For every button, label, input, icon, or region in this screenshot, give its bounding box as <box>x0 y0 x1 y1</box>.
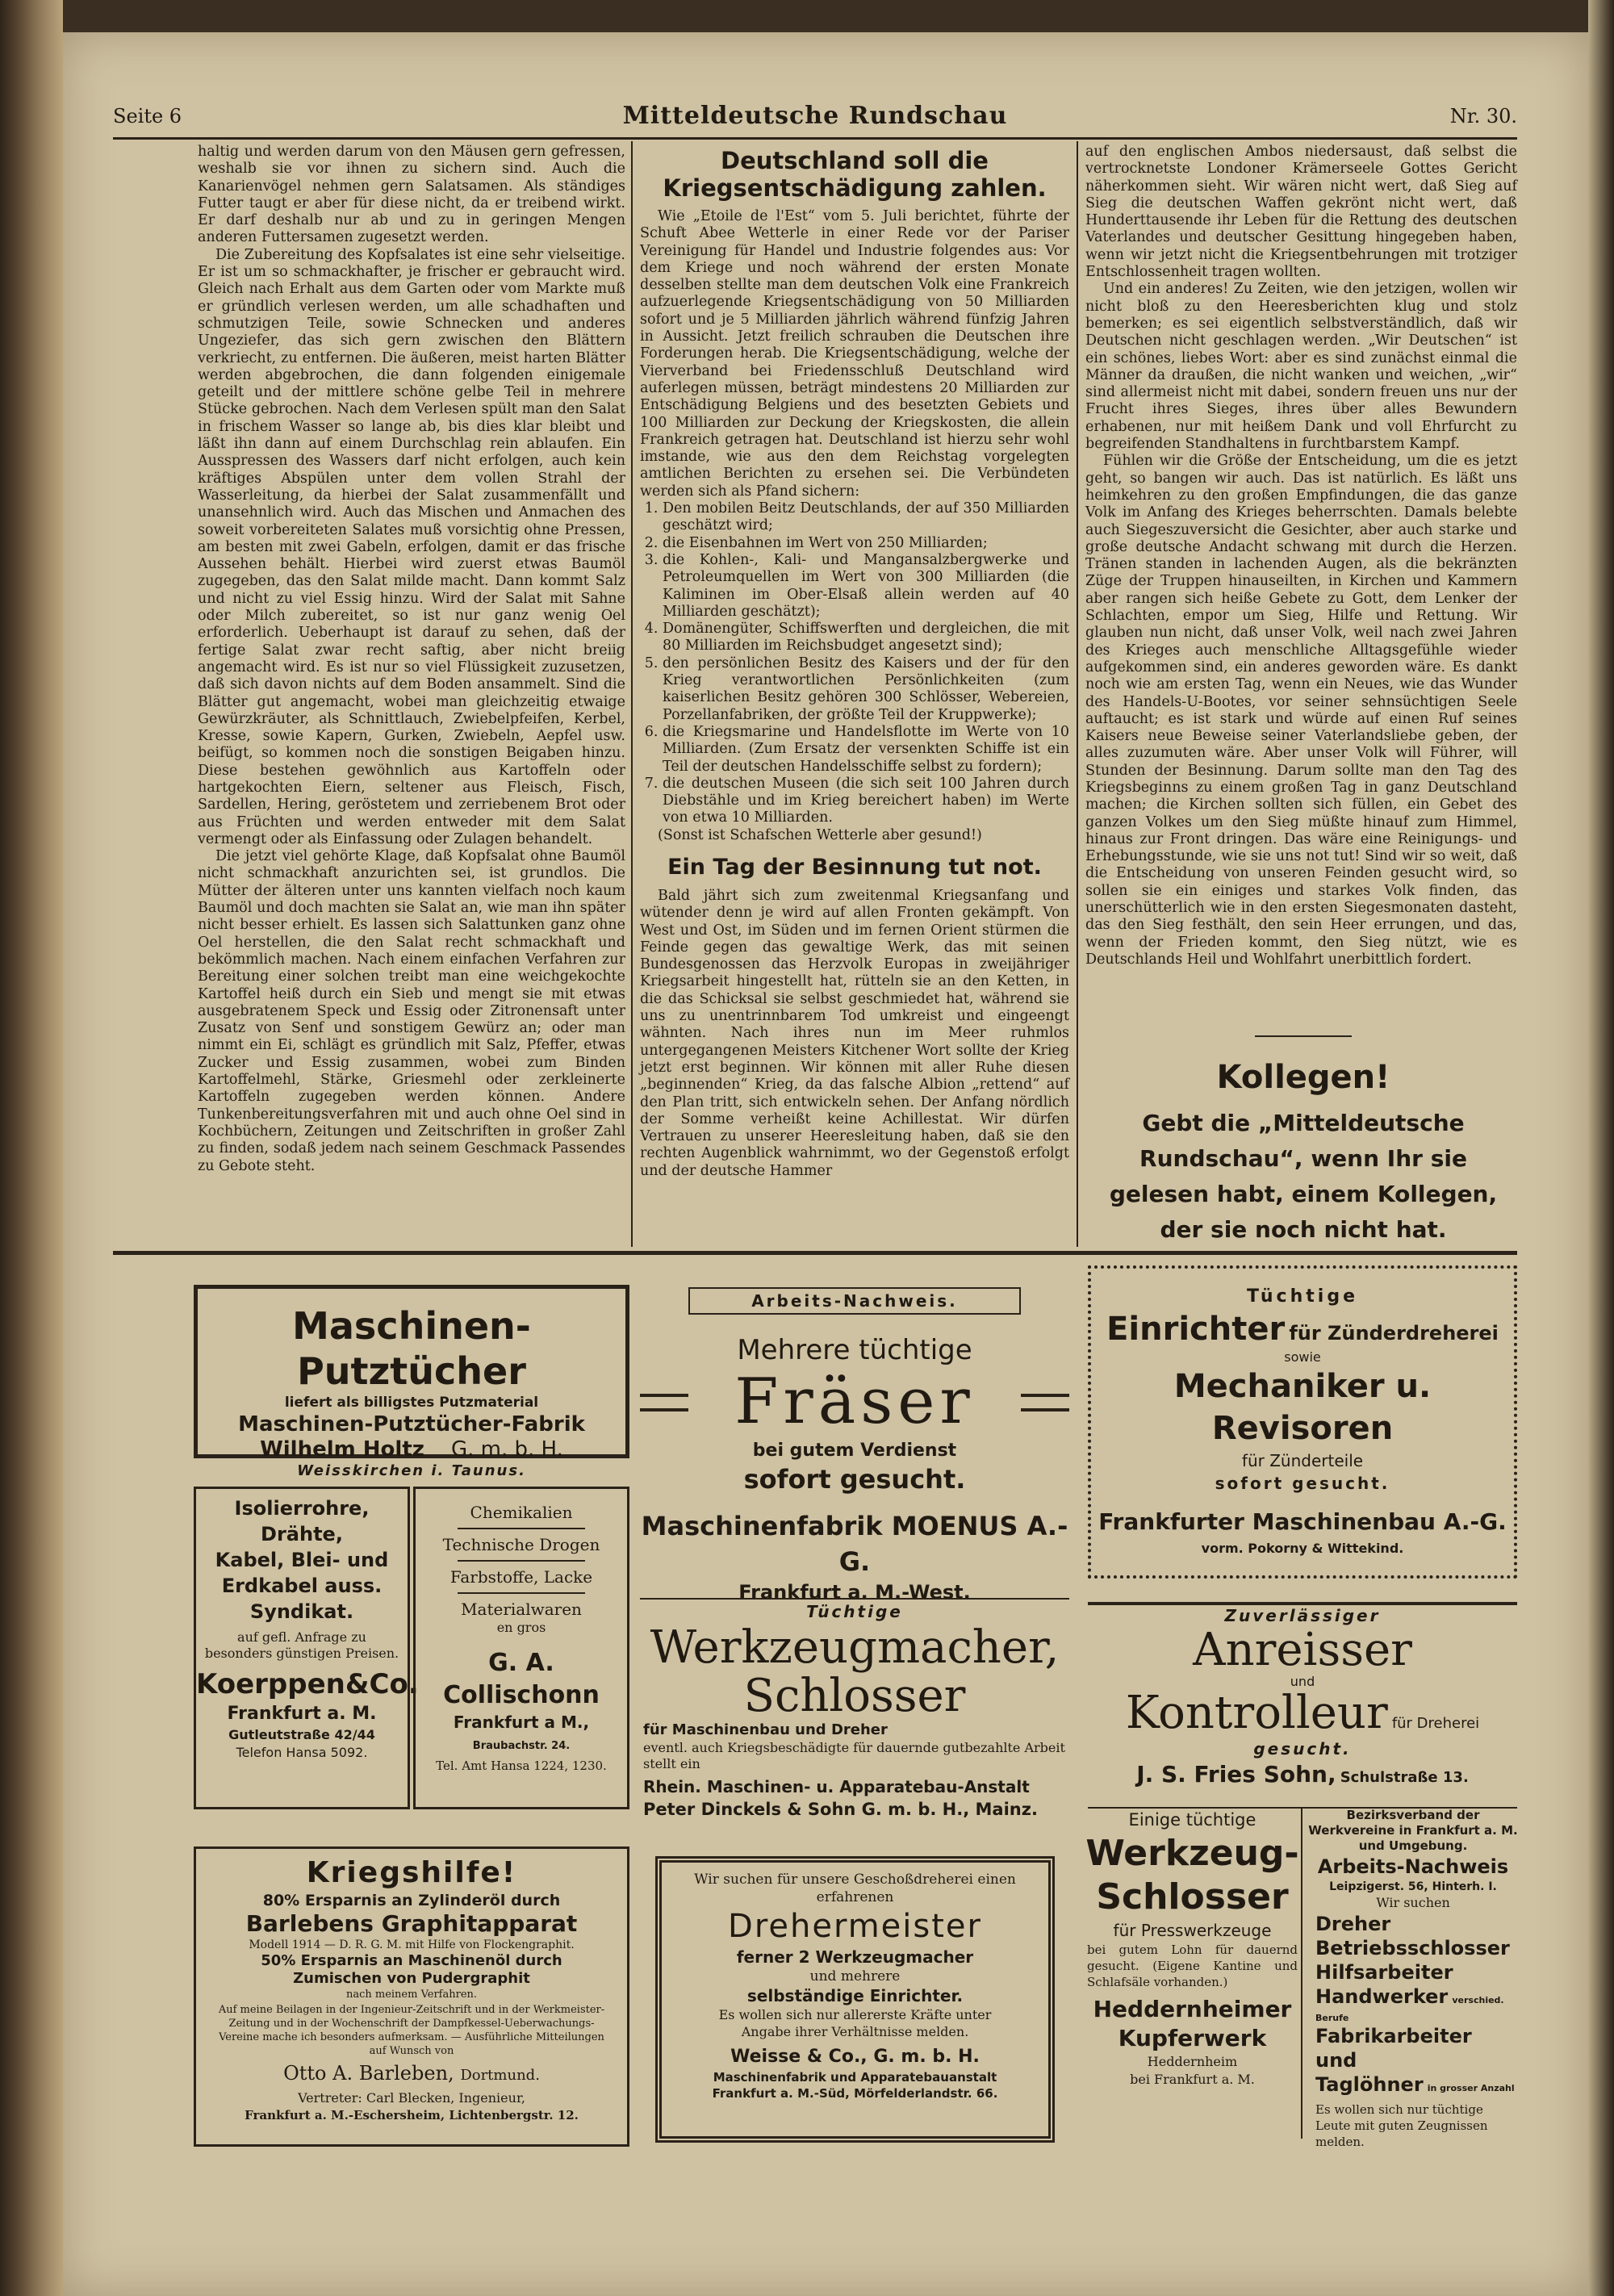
ad-phone: Tel. Amt Hansa 1224, 1230. <box>436 1759 607 1773</box>
ad-line: für Zünderteile <box>1241 1451 1364 1470</box>
kollegen-text: Gebt die „Mitteldeutsche Rundschau“, wenn Ihr sie gelesen habt, einem Kollegen, der sie noch nicht hat. <box>1109 1110 1498 1243</box>
ad-line: Technische Drogen <box>442 1535 600 1554</box>
ad-dinckels <box>640 1598 1069 1842</box>
ad-line: Wir suchen für unsere Geschoßdreherei einen erfahrenen <box>694 1872 1016 1905</box>
ad-street: Gutleutstraße 42/44 <box>228 1727 375 1742</box>
ad-owner: Wilhelm Holtz <box>260 1437 424 1462</box>
ad-title: Arbeits-Nachweis <box>1317 1855 1509 1878</box>
page-edge <box>1588 0 1614 2296</box>
ad-kriegshilfe <box>194 1846 629 2147</box>
ad-line: sofort gesucht. <box>1215 1474 1390 1493</box>
ad-line: Wir suchen <box>1376 1895 1450 1910</box>
ad-title: Mechaniker u. Revisoren <box>1173 1368 1432 1447</box>
article-column-3 <box>1085 144 1517 1027</box>
ad-line: bei gutem Lohn für dauernd gesucht. (Eigene Kantine und Schlafsäle vorhanden.) <box>1087 1943 1298 1989</box>
paragraph: Fühlen wir die Größe der Entscheidung, um die es jetzt geht, so bangen wir auch. Das ist natürlich. Es läßt uns heimkehren zu den großen Empfindungen, die das ganze Volk im Anfang des Krieges beherrschten. Damals belebte auch Siegeszuversicht die Gesichter, aber auch starke und große deutsche Andacht schwang mit durch die Herzen. Tränen standen in lachenden Augen, als die bekränzten Züge der Truppen hinauseilten, in Kirchen und Kammern aber rangen sich heiße Gebete zu Gott, dem Lenker der Schlachten, empor um Sieg, Hilfe und Rettung. Wir glauben nun nicht, daß unser Volk, weil nach zwei Jahren des Krieges auch menschliche Alltagsgefühle wieder aufgekommen sind, ein anderes geworden wäre. Es dankt noch wie am ersten Tag, wenn ein Neues, wie das Wunder des Handels-U-Bootes, vor seiner sehnsüchtigen Seele auftaucht; es ist stark und würde auf einen Ruf seines Kaisers neue Beweise seiner Vaterlandsliebe geben, der alles zuzumuten wäre. Aber unser Volk will Führer, will Stunden der Besinnung. Darum sollte man den Tag des Kriegsbeginns zu einem großen Tag in ganz Deutschland machen; die Kirchen sollten sich füllen, ein Gebet des ganzen Volkes um den Sieg müßte hinauf zum Himmel, hinaus zur Front dringen. Das wäre eine Reinigungs- und Erhebungsstunde, wie sie uns not tut! Sind wir so weit, daß die Entscheidung von unseren Feinden gesucht wird, so sollen sie ein einiges und starkes Volk finden, das unerschütterlich wie in den ersten Siegesmonaten dasteht, das den Sieg festhält, den sein Heer errungen, und das, wenn der Frieden kommt, den Sieg nützt, wie es Deutschlands Heil und Wohlfahrt unerbittlich fordert. <box>1085 453 1517 968</box>
job-title: Dreher <box>1315 1913 1391 1935</box>
headline-war-reparations: Deutschland soll die Kriegsentschädigung zahlen. <box>663 147 1047 202</box>
list-item: 6. die Kriegsmarine und Handelsflotte im Werte von 10 Milliarden. (Zum Ersatz der versenkten Schiffe ist ein Teil der deutschen Handelsschiffe selbst zu fordern); <box>663 724 1069 776</box>
ad-line: ferner 2 Werkzeugmacher <box>736 1947 974 1967</box>
ad-line: Modell 1914 — D. R. G. M. mit Hilfe von Flockengraphit. <box>249 1938 575 1951</box>
ad-line: Materialwaren <box>461 1600 582 1619</box>
ad-title: Fräser <box>734 1365 975 1438</box>
ad-line: Barlebens Graphitapparat <box>245 1910 578 1937</box>
ad-form: G. m. b. H. <box>450 1437 563 1462</box>
ad-line: Auf meine Beilagen in der Ingenieur-Zeitschrift und in der Werkmeister-Zeitung und in der Wochenschrift der Dampfkessel-Ueberwachungs-Vereine mache ich besonders aufmerksam. — Ausführliche Mitteilungen auf Wunsch von <box>218 2004 605 2057</box>
ad-line: Chemikalien <box>470 1503 573 1522</box>
ads-rule <box>113 1251 1517 1255</box>
ad-moenus <box>640 1287 1069 1610</box>
ad-line: für Dreherei <box>1391 1715 1480 1732</box>
header-rule <box>113 137 1517 140</box>
ad-line: bei gutem Verdienst <box>752 1441 957 1461</box>
page-header <box>113 102 1517 137</box>
paragraph: Wie „Etoile de l'Est“ vom 5. Juli berichtet, führte der Schuft Abee Wetterle in einer Rede vor der Pariser Vereinigung für Handel und Industrie folgendes aus: Vor dem Kriege und noch während der ersten Monate desselben stellte man dem deutschen Volk eine Frankreich aufzuerlegende Kriegsentschädigung von 50 Milliarden sofort und je 5 Milliarden jährlich während fünfzig Jahren in Aussicht. Jetzt freilich schrauben die Deutschen ihre Forderungen herab. Die Kriegsentschädigung, welche der Vierverband bei Friedensschluß Deutschland wird auferlegen müssen, beträgt mindestens 20 Milliarden zur Entschädigung Belgiens und des besetzten Gebiets und 100 Milliarden zur Deckung der Kriegskosten, die allein Frankreich getragen hat. Deutschland ist hierzu sehr wohl imstande, wie aus den dem Reichstag vorgelegten amtlichen Berichten zu ersehen sei. Die Verbündeten werden sich als Pfand sichern: <box>640 208 1069 500</box>
ad-line: für Presswerkzeuge <box>1113 1921 1272 1940</box>
ad-line: en gros <box>496 1620 546 1635</box>
ad-line: eventl. auch Kriegsbeschädigte für dauernde gutbezahlte Arbeit stellt ein <box>643 1740 1065 1771</box>
kollegen-title: Kollegen! <box>1216 1059 1390 1096</box>
job-note: verschied. Berufe <box>1315 1995 1504 2023</box>
ad-title: Drehermeister <box>728 1908 982 1945</box>
ad-title: Schlosser <box>1096 1876 1289 1918</box>
ad-line: gesucht. <box>1253 1739 1352 1759</box>
ad-line: Tüchtige <box>1246 1286 1358 1307</box>
ad-line: Bezirksverband der Werkvereine in Frankfurt a. M. und Umgebung. <box>1308 1808 1518 1853</box>
ad-line: Isolierrohre, Drähte, <box>234 1497 370 1545</box>
ad-city: Frankfurt a M., <box>453 1713 590 1732</box>
ad-firm: Weisse & Co., G. m. b. H. <box>730 2047 980 2067</box>
ad-firm: Koerppen&Co. <box>196 1668 419 1700</box>
article-salad <box>198 144 625 1243</box>
ad-collischonn <box>413 1487 629 1809</box>
ad-line: Heddernheim <box>1147 2054 1238 2069</box>
ad-city: Dortmund. <box>460 2067 540 2084</box>
ad-firm: Maschinenfabrik MOENUS A.-G. <box>641 1511 1068 1577</box>
ad-fries <box>1088 1602 1517 1809</box>
ad-heddernheim <box>1085 1808 1299 2139</box>
ad-firm: J. S. Fries Sohn, <box>1136 1761 1336 1788</box>
ad-title: Werkzeugmacher, <box>650 1621 1060 1674</box>
ad-frankfurter-maschinenbau <box>1088 1265 1517 1579</box>
ad-title: Maschinen-Putztücher <box>292 1304 531 1393</box>
ad-firm: G. A. Collischonn <box>443 1649 600 1709</box>
ad-address: Schulstraße 13. <box>1340 1769 1469 1786</box>
ad-phone: Telefon Hansa 5092. <box>236 1745 368 1760</box>
ad-city: Frankfurt a. M. <box>227 1704 377 1724</box>
list-item: 1. Den mobilen Beitz Deutschlands, der auf 350 Milliarden geschätzt wird; <box>663 500 1069 535</box>
ad-firm: Peter Dinckels & Sohn G. m. b. H., Mainz. <box>643 1800 1038 1819</box>
book-binding <box>0 0 63 2296</box>
article-column-2 <box>640 144 1069 1243</box>
ad-firm: Heddernheimer <box>1093 1996 1292 2022</box>
ad-line: Maschinenfabrik und Apparatebauanstalt <box>713 2070 997 2085</box>
ad-line: auf gefl. Anfrage zu besonders günstigen Preisen. <box>204 1629 399 1661</box>
ad-line: 80% Ersparnis an Zylinderöl durch <box>262 1892 561 1909</box>
ad-line: Mehrere tüchtige <box>737 1334 972 1366</box>
ad-line: nach meinem Verfahren. <box>345 1989 478 2001</box>
page-number: Seite 6 <box>113 105 182 128</box>
ad-firm: Otto A. Barleben, <box>283 2062 454 2085</box>
ad-line: Frankfurt a. M.-Eschersheim, Lichtenbergstr. 12. <box>245 2108 579 2122</box>
ad-koerppen <box>194 1487 419 1809</box>
ad-firm: Maschinen-Putztücher-Fabrik <box>238 1412 585 1437</box>
claims-list <box>640 500 1069 827</box>
ad-firm: Rhein. Maschinen- u. Apparatebau-Anstalt <box>643 1777 1030 1796</box>
ad-title: Einrichter <box>1106 1311 1286 1348</box>
ad-line: vorm. Pokorny & Wittekind. <box>1201 1541 1404 1556</box>
ad-line: Vertreter: Carl Blecken, Ingenieur, <box>298 2090 525 2106</box>
ad-divider <box>1301 1808 1302 2139</box>
ad-title: Kriegshilfe! <box>306 1856 517 1889</box>
ad-line: und mehrere <box>809 1968 901 1984</box>
masthead: Mitteldeutsche Rundschau <box>622 102 1008 130</box>
issue-number: Nr. 30. <box>1449 105 1517 128</box>
ad-line: liefert als billigstes Putzmaterial <box>284 1395 539 1411</box>
ad-line: Farbstoffe, Lacke <box>449 1567 593 1587</box>
ad-line: sowie <box>1284 1349 1321 1365</box>
ad-street: Braubachstr. 24. <box>472 1740 571 1752</box>
headline-day-of-reflection: Ein Tag der Besinnung tut not. <box>667 854 1042 880</box>
ad-address: Leipzigerst. 56, Hinterh. I. <box>1329 1880 1497 1893</box>
job-title: Taglöhner <box>1315 2073 1424 2096</box>
ad-line: Tüchtige <box>806 1602 903 1621</box>
ad-firm: Frankfurter Maschinenbau A.-G. <box>1098 1508 1507 1535</box>
ad-city: Frankfurt a. M.-West. <box>738 1581 971 1604</box>
ad-header: Arbeits-Nachweis. <box>688 1287 1021 1315</box>
kollegen-notice <box>1089 1057 1517 1244</box>
job-title: Fabrikarbeiter und <box>1315 2025 1472 2072</box>
ad-line: bei Frankfurt a. M. <box>1130 2072 1255 2087</box>
list-item: 3. die Kohlen-, Kali- und Mangansalzbergwerke und Petroleumquellen im Wert von 300 Milliarden (die Kaliminen im Ober-Elsaß allein werden auf 40 Milliarden geschätzt); <box>663 552 1069 621</box>
list-item: 2. die Eisenbahnen im Wert von 250 Milliarden; <box>663 535 1069 552</box>
ad-weisse <box>655 1856 1055 2143</box>
ad-bezirksverband <box>1307 1808 1519 2149</box>
ad-line: sofort gesucht. <box>743 1464 966 1495</box>
ad-line: für Maschinenbau und Dreher <box>643 1721 888 1738</box>
column-rule-1 <box>631 141 633 1247</box>
ad-putztuecher <box>194 1285 629 1479</box>
ad-line: Es wollen sich nur tüchtige Leute mit guten Zeugnissen melden. <box>1315 2102 1488 2149</box>
ad-address: Frankfurt a. M.-Süd, Mörfelderlandstr. 66. <box>712 2086 998 2101</box>
paragraph: Und ein anderes! Zu Zeiten, wie den jetzigen, wollen wir nicht bloß zu den Heeresberichten klug und stolz bemerken; es sei eigentlich selbstverständlich, daß wir Deutschen nicht geschlagen werden. „Wir Deutschen“ ist ein schönes, liebes Wort: aber es sind zunächst einmal die Männer da draußen, die nicht wanken und weichen, „wir“ sind allermeist nicht mit dabei, sondern freuen uns nur der Frucht ihres Sieges, ihres über alles Bewundern erhabenen, nur mit heißem Dank und voll Ehrfurcht zu begreifenden Standhaltens in furchtbarstem Kampf. <box>1085 281 1517 453</box>
list-item: 5. den persönlichen Besitz des Kaisers und der für den Krieg verantwortlichen Persönlichkeiten (zum kaiserlichen Besitz gehören 300 Schlösser, Webereien, Porzellanfabriken, der größte Teil der Kruppwerke); <box>663 655 1069 724</box>
list-item: 7. die deutschen Museen (die sich seit 100 Jahren durch Diebstähle und im Krieg bereichert haben) im Werte von etwa 10 Milliarden. <box>663 776 1069 827</box>
paragraph: Die Zubereitung des Kopfsalates ist eine sehr vielseitige. Er ist um so schmackhafter, je frischer er gebraucht wird. Gleich nach Erhalt aus dem Garten oder vom Markte muß er gründlich verlesen werden, um alle schadhaften und schmutzigen Teile, sowie Schnecken und anderes Ungeziefer, das sich gern zwischen den Blättern verkriecht, zu entfernen. Die äußeren, meist harten Blätter werden abgebrochen, die dann folgenden einigemale geteilt und der mittlere schöne gelbe Teil in mehrere Stücke gebrochen. Nach dem Verlesen spült man den Salat in frischem Wasser so lange ab, bis dies klar bleibt und läßt ihn dann auf einem Durchschlag rein ablaufen. Ein Ausspressen des Wassers darf nicht erfolgen, auch kein kräftiges Abspülen unter dem vollen Strahl der Wasserleitung, da hierbei der Salat zusammenfällt und unansehnlich wird. Auch das Mischen und Anmachen des soweit vorbereiteten Salates muß vorsichtig ohne Pressen, am besten mit zwei Gabeln, erfolgen, damit er das frische Aussehen behält. Hierbei wird zuerst etwas Baumöl zugegeben, das den Salat milde macht. Dann kommt Salz und nicht zu viel Essig hinzu. Wird der Salat mit Sahne oder Milch zubereitet, so ist nur ganz wenig Oel erforderlich. Ueberhaupt ist darauf zu sehen, daß der fertige Salat zwar recht saftig, aber nicht breiig angemacht wird. Es ist nur so viel Flüssigkeit zuzusetzen, daß sich davon nichts auf dem Boden ansammelt. Sind die Blätter gut angemacht, wobei man gleichzeitig etwaige Gewürzkräuter, als Schnittlauch, Zwiebelpfeifen, Kerbel, Kresse, sowie Kapern, Gurken, Zwiebeln, Aepfel usw. beifügt, so kommen noch die sonstigen Beigaben hinzu. Diese bestehen gewöhnlich aus Kartoffeln oder hartgekochten Eiern, seltener aus Fleisch, Fisch, Sardellen, Hering, geröstetem und zerriebenem Brot oder aus Früchten und werden entweder mit dem Salat vermengt oder als Einfassung oder Zulagen behandelt. <box>198 246 625 847</box>
ad-line: Es wollen sich nur allererste Kräfte unter Angabe ihrer Verhältnisse melden. <box>718 2007 992 2039</box>
job-title: Hilfsarbeiter <box>1315 1961 1453 1984</box>
ad-line: und <box>1290 1674 1315 1689</box>
job-title: Handwerker <box>1315 1985 1449 2008</box>
ad-line: Einige tüchtige <box>1128 1810 1256 1830</box>
paragraph: haltig und werden darum von den Mäusen gern gefressen, weshalb sie vor ihnen zu sichern sind. Auch die Kanarienvögel nehmen gern Salatsamen. Als ständiges Futter taugt er aber für diese nicht, da er treibend wirkt. Er darf deshalb nur ab und zu in geringen Mengen anderen Futtersamen zugesetzt werden. <box>198 144 625 246</box>
ad-line: selbständige Einrichter. <box>746 1986 964 2005</box>
ad-line: für Zünderdreherei <box>1289 1322 1499 1345</box>
ad-firm: Kupferwerk <box>1118 2025 1267 2051</box>
job-title: Betriebsschlosser <box>1315 1937 1510 1959</box>
ad-line: 50% Ersparnis an Maschinenöl durch Zumischen von Pudergraphit <box>261 1952 562 1987</box>
job-note: in grosser Anzahl <box>1427 2083 1515 2093</box>
ad-line: Syndikat. <box>249 1600 354 1623</box>
paragraph: auf den englischen Ambos niedersaust, daß selbst die vertrocknetste Londoner Krämerseele Gottes Gericht näherkommen sieht. Wir wären nicht wert, daß Sieg auf Sieg die deutschen Waffen gekrönt nicht wert, daß Hunderttausende ihr Leben für die Rettung des deutschen Vaterlandes und deutscher Gesittung hingegeben haben, wenn wir jetzt nicht die Kriegsentbehrungen mit trotziger Entschlossenheit tragen wollten. <box>1085 144 1517 281</box>
ad-line: Kabel, Blei- und <box>215 1549 389 1571</box>
ad-title: Schlosser <box>743 1670 966 1722</box>
ad-line: Zuverlässiger <box>1224 1606 1381 1625</box>
column-rule-2 <box>1077 141 1078 1247</box>
ad-line: Erdkabel auss. <box>221 1575 383 1597</box>
ad-title: Werkzeug- <box>1085 1833 1299 1874</box>
ad-title: Kontrolleur <box>1125 1687 1388 1739</box>
ad-place: Weisskirchen i. Taunus. <box>297 1462 526 1479</box>
list-note: (Sonst ist Schafschen Wetterle aber gesund!) <box>658 826 982 843</box>
divider <box>1255 1035 1352 1037</box>
paragraph: Die jetzt viel gehörte Klage, daß Kopfsalat ohne Baumöl nicht schmackhaft anzurichten sei, ist grundlos. Die Mütter der älteren unter uns kannten vielfach noch kaum Baumöl und doch machten sie Salat an, wie man ihn später nicht besser erhielt. Es lassen sich Salattunken ganz ohne Oel herstellen, die den Salat recht schmackhaft und bekömmlich machen. Nach einem einfachen Verfahren zur Bereitung einer solchen treibt man eine weichgekochte Kartoffel heiß durch ein Sieb und mengt sie mit etwas ausgebratenem Speck und Essig oder Zitronensaft unter Zusatz von Senf und sonstigem Gewürz an; oder man nimmt ein Ei, schlägt es gründlich mit Salz, Pfeffer, etwas Zucker und Essig zusammen, wobei zum Binden Kartoffelmehl, Stärke, Griesmehl oder zerkleinerte Kartoffeln zugegeben werden können. Andere Tunkenbereitungsverfahren mit und auch ohne Oel sind in Kochbüchern, Zeitungen und Zeitschriften in großer Zahl zu finden, sodaß jedem nach seinem Geschmack Passendes zu Gebote steht. <box>198 848 625 1174</box>
list-item: 4. Domänengüter, Schiffswerften und dergleichen, die mit 80 Milliarden im Reichsbudget angesetzt sind); <box>663 621 1069 655</box>
paragraph: Bald jährt sich zum zweitenmal Kriegsanfang und wütender denn je wird auf allen Fronten gekämpft. Von West und Ost, im Süden und im fernen Orient stürmen die Feinde gegen das gewaltige Werk, das mit seinen Bundesgenossen das Herzvolk Europas in zweijähriger Kriegsarbeit hingestellt hat, rütteln sie an den Ketten, in die das Schicksal sie selbst geschmiedet hat, während sie uns zu unentrinnbarem Tod umkreist und eingeengt wähnten. Nach ihres nun im Meer ruhmlos untergegangenen Meisters Kitchener Wort sollte der Krieg jetzt erst beginnen. Wir können mit aller Ruhe diesen „beginnenden“ Krieg, da das falsche Albion „rettend“ auf den Plan tritt, sich entwickeln sehen. Der Anfang nördlich der Somme verheißt keine Achillestat. Wir dürfen Vertrauen zu unserer Heeresleitung haben, daß sie den rechten Augenblick wahrnimmt, wo der Gegenstoß erfolgt und der deutsche Hammer <box>640 887 1069 1179</box>
ad-title: Anreisser <box>1193 1624 1412 1676</box>
